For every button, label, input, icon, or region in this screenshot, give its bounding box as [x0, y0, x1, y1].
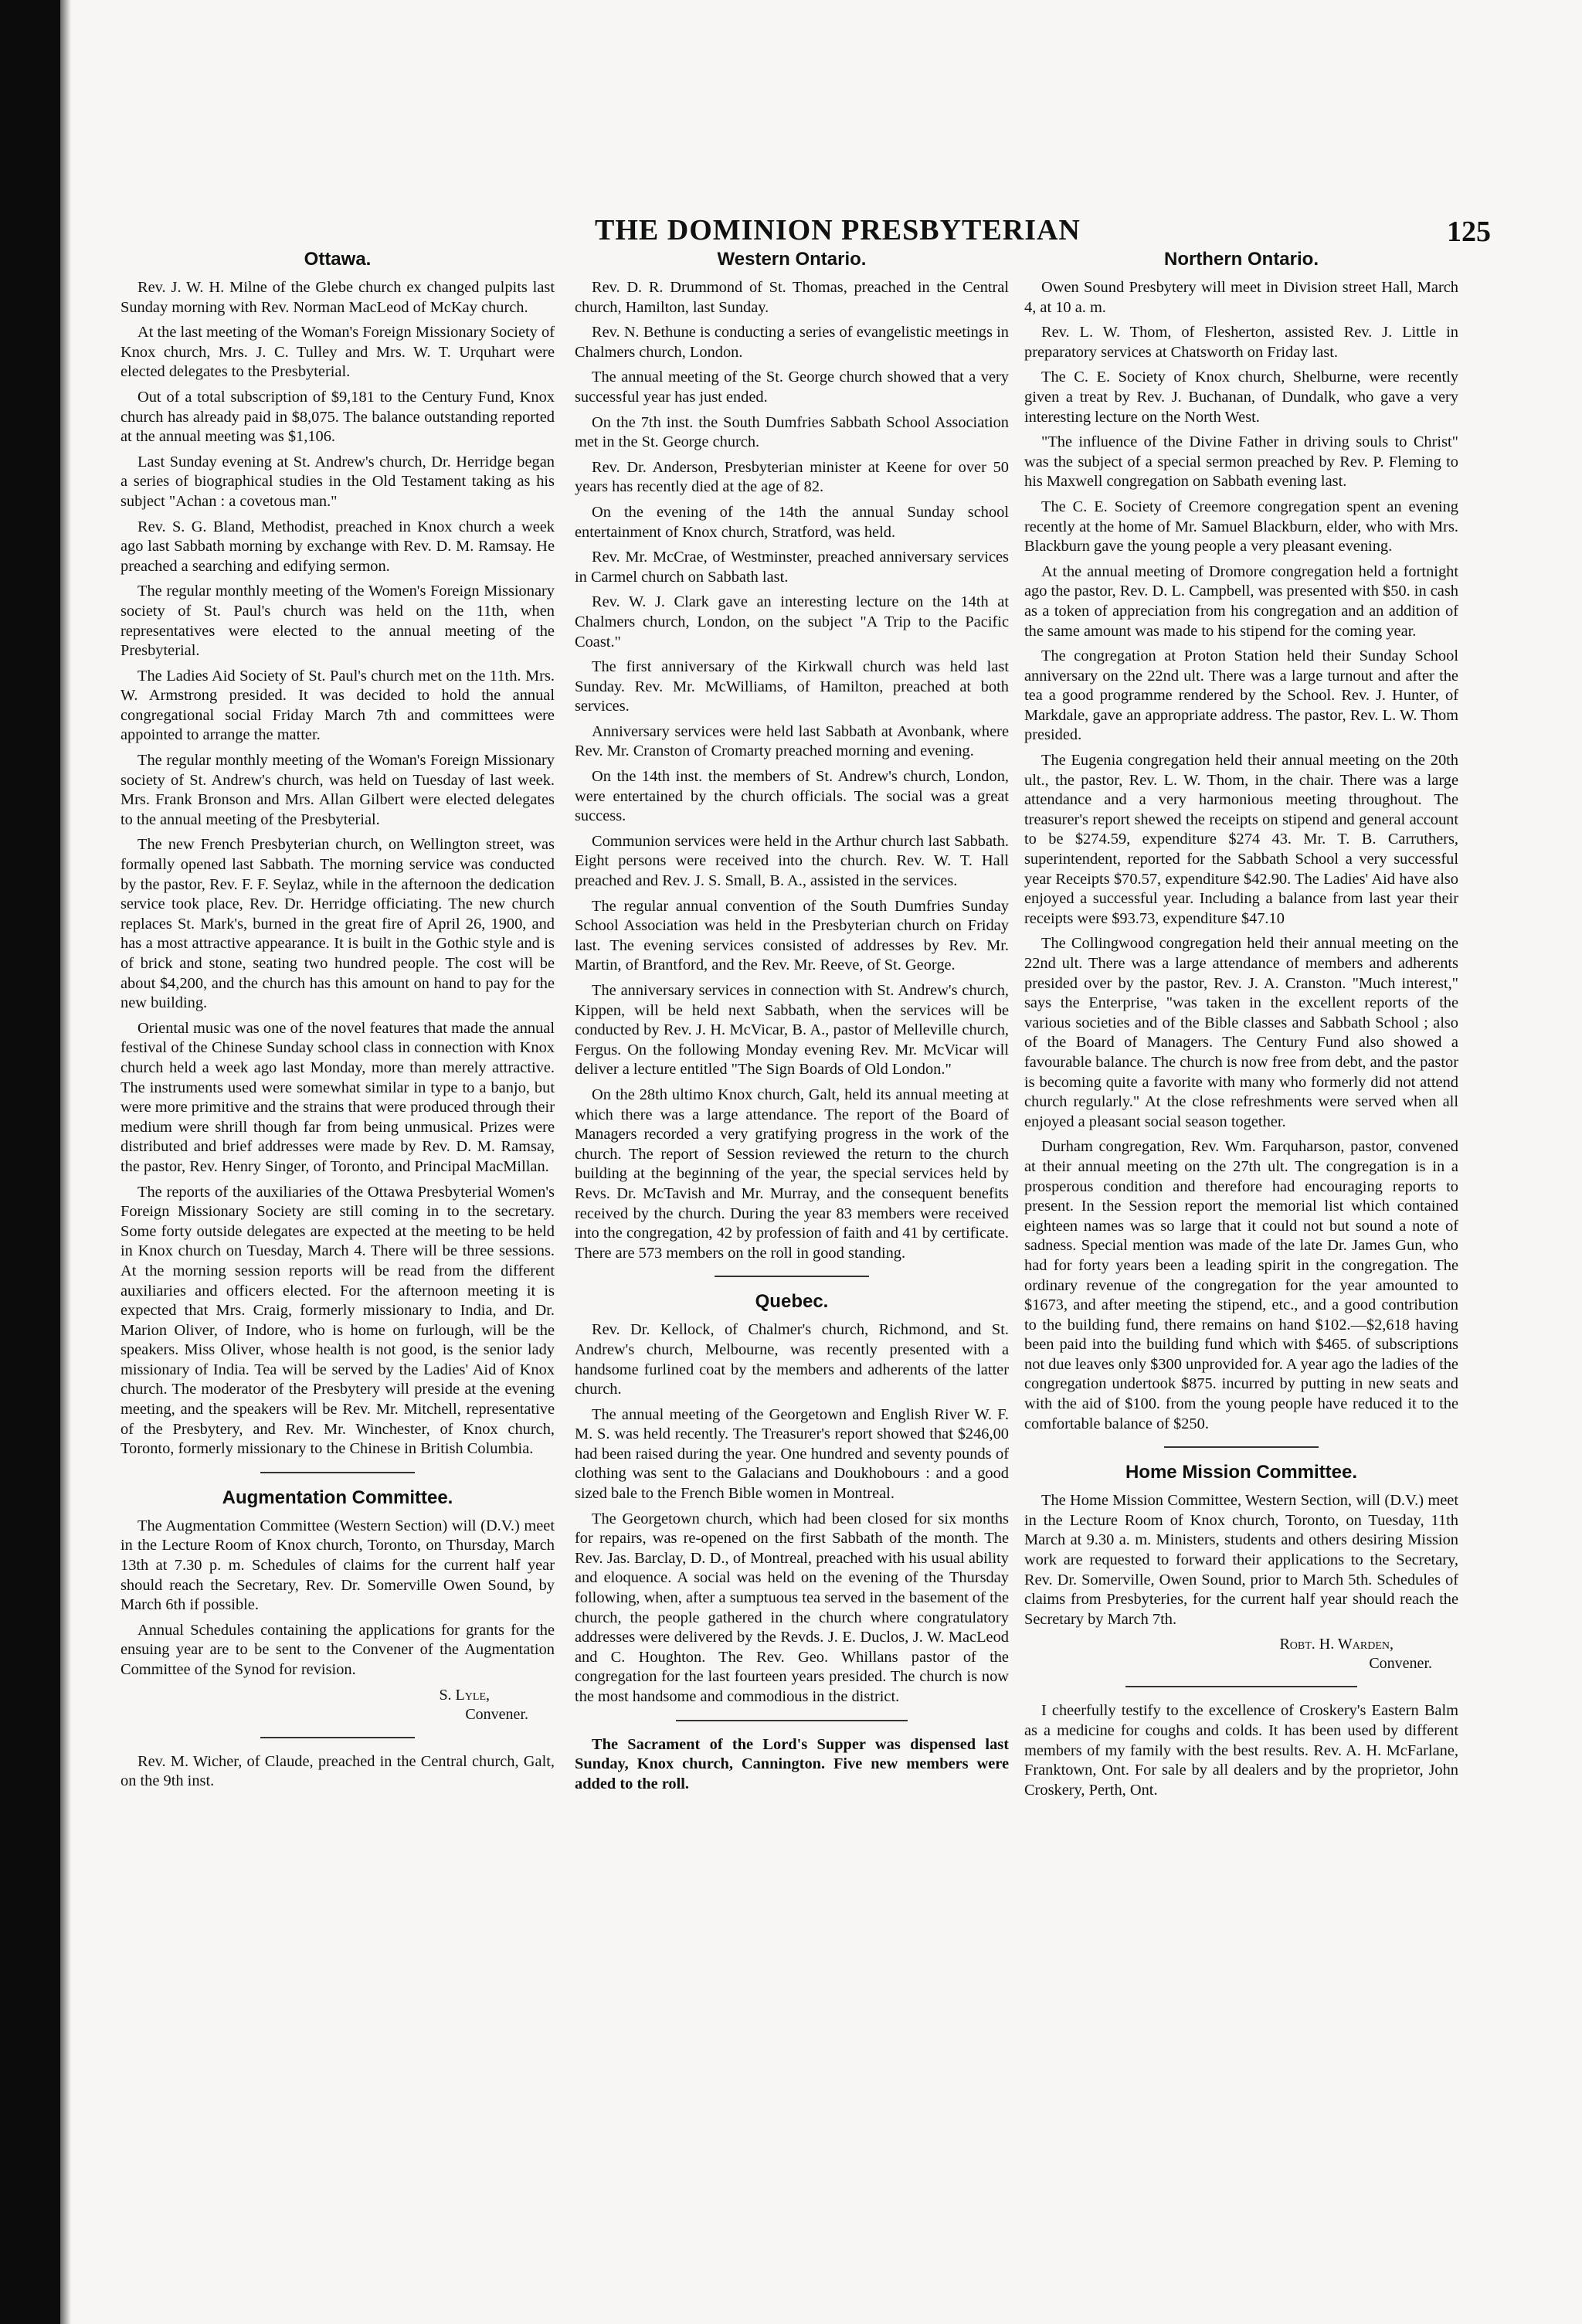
news-paragraph: At the annual meeting of Dromore congregation held a fortnight ago the pastor, Rev. D. L. Campbell, was presented with $50. in cash as a token of appreciation from his congregation and an addition of the same amount was made to his stipend for the coming year. — [1024, 562, 1458, 640]
news-paragraph: The first anniversary of the Kirkwall church was held last Sunday. Rev. Mr. McWilliams, of Hamilton, preached at both services. — [575, 658, 1009, 715]
section-heading-quebec: Quebec. — [755, 1291, 829, 1313]
news-paragraph: At the last meeting of the Woman's Foreign Missionary Society of Knox church, Mrs. J. C. Tulley and Mrs. W. T. Urquhart were elected delegates to the Presbyterial. — [121, 324, 555, 381]
page-number: 125 — [1447, 216, 1491, 248]
section-divider — [1125, 1686, 1357, 1687]
news-paragraph: The Collingwood congregation held their annual meeting on the 22nd ult. There was a large attendance of members and adherents presided over by the pastor, Rev. J. A. Cranston. "Much interest," says the Enterprise, "was taken in the excellent reports of the various societies and of the Bible classes and Sabbath School ; also of the Board of Managers. The Century Fund also showed a favourable balance. The church is now free from debt, and the pastor is becoming quite a favorite with many who formerly did not attend church regularly." At the close refreshments were served when all enjoyed a pleasant social season together. — [1024, 935, 1458, 1130]
news-paragraph: On the 7th inst. the South Dumfries Sabbath School Association met in the St. George church. — [575, 413, 1009, 451]
advertisement-paragraph: I cheerfully testify to the excellence of Croskery's Eastern Balm as a medicine for coughs and colds. It has been used by different members of my family with the best results. Rev. A. H. McFarlane, Franktown, Ont. For sale by all dealers and by the proprietor, John Croskery, Perth, Ont. — [1024, 1702, 1458, 1799]
signature-role: Convener. — [465, 1705, 528, 1723]
notice-paragraph: The Augmentation Committee (Western Section) will (D.V.) meet in the Lecture Room of Knox church, Toronto, on Thursday, March 13th at 7.30 p. m. Schedules of claims for the current half year should reach the Secretary, Rev. Dr. Somerville Owen Sound, by March 6th if possible. — [121, 1517, 555, 1614]
section-heading-northern-ontario: Northern Ontario. — [1163, 249, 1319, 270]
news-paragraph: The annual meeting of the Georgetown and English River W. F. M. S. was held recently. The Treasurer's report showed that $246,00 had been raised during the year. One hundred and seventy pounds of clothing was sent to the Galacians and Doukhobours : and a good sized bale to the French Bible women in Montreal. — [575, 1405, 1009, 1503]
news-paragraph: On the 14th inst. the members of St. Andrew's church, London, were entertained by the church officials. The social was a great success. — [575, 768, 1009, 825]
news-paragraph: The Ladies Aid Society of St. Paul's church met on the 11th. Mrs. W. Armstrong presided. It was decided to hold the annual congregational social Friday March 7th and committees were appointed to arrange the matter. — [121, 667, 555, 744]
news-paragraph: Rev. L. W. Thom, of Flesherton, assisted Rev. J. Little in preparatory services at Chatsworth on Friday last. — [1024, 324, 1458, 361]
section-divider — [676, 1720, 908, 1721]
news-paragraph: The regular monthly meeting of the Women's Foreign Missionary society of St. Paul's church was held on the 11th, when representatives were elected to the annual meeting of the Presbyterial. — [121, 583, 555, 660]
signature-block — [1024, 1635, 1440, 1673]
closing-paragraph: The Sacrament of the Lord's Supper was dispensed last Sunday, Knox church, Cannington. Five new members were added to the roll. — [575, 1735, 1009, 1792]
section-heading-western-ontario: Western Ontario. — [717, 249, 867, 270]
section-heading-home-mission: Home Mission Committee. — [1125, 1462, 1358, 1483]
news-paragraph: The regular monthly meeting of the Woman's Foreign Missionary society of St. Andrew's church, was held on Tuesday of last week. Mrs. Frank Bronson and Mrs. Allan Gilbert were elected delegates to the annual meeting of the Presbyterial. — [121, 752, 555, 828]
news-paragraph: The Eugenia congregation held their annual meeting on the 20th ult., the pastor, Rev. L. W. Thom, in the chair. There was a large attendance and a very harmonious meeting throughout. The treasurer's report shewed the receipts on stipend and general account to be $274.59, expenditure $274 43. Mr. T. B. Carruthers, superintendent, reported for the Sabbath School a very successful year Receipts $70.57, expenditure $42.90. The Ladies' Aid have also enjoyed a successful year. Including a balance from last year their receipts were $93.73, expenditure $47.10 — [1024, 752, 1458, 927]
signature-role: Convener. — [1369, 1655, 1432, 1673]
news-paragraph: On the evening of the 14th the annual Sunday school entertainment of Knox church, Stratford, was held. — [575, 503, 1009, 541]
news-paragraph: Rev. Dr. Kellock, of Chalmer's church, Richmond, and St. Andrew's church, Melbourne, was recently presented with a handsome furlined coat by the members and adherents of the latter church. — [575, 1321, 1009, 1398]
news-paragraph: Rev. W. J. Clark gave an interesting lecture on the 14th at Chalmers church, London, on the subject "A Trip to the Pacific Coast." — [575, 593, 1009, 651]
news-paragraph: The anniversary services in connection with St. Andrew's church, Kippen, will be held next Sabbath, when the services will be conducted by Rev. J. H. McVicar, B. A., pastor of Melleville church, Fergus. On the following Monday evening Rev. Mr. McVicar will deliver a lecture entitled "The Sign Boards of Old London." — [575, 982, 1009, 1079]
news-paragraph: Rev. S. G. Bland, Methodist, preached in Knox church a week ago last Sabbath morning by exchange with Rev. D. M. Ramsay. He preached a searching and edifying sermon. — [121, 518, 555, 575]
page-edge-shadow — [0, 0, 60, 2324]
news-paragraph: Rev. J. W. H. Milne of the Glebe church ex changed pulpits last Sunday morning with Rev. Norman MacLeod of McKay church. — [121, 279, 555, 316]
news-paragraph: Communion services were held in the Arthur church last Sabbath. Eight persons were received into the church. Rev. W. T. Hall preached and Rev. J. S. Small, B. A., assisted in the services. — [575, 832, 1009, 890]
signature-name: Robt. H. Warden, — [1279, 1636, 1394, 1653]
section-divider — [1164, 1446, 1319, 1448]
news-paragraph: The reports of the auxiliaries of the Ottawa Presbyterial Women's Foreign Missionary Society are still coming in to the secretary. Some forty outside delegates are expected at the meeting to be held in Knox church on Tuesday, March 4. There will be three sessions. At the morning session reports will be read from the different auxiliaries and officers elected. For the afternoon meeting it is expected that Mrs. Craig, formerly missionary to India, and Dr. Marion Oliver, of Indore, who is home on furlough, will be the speakers. Miss Oliver, whose health is not good, is the senior lady missionary of India. Tea will be served by the Ladies' Aid of Knox church. The moderator of the Presbytery will preside at the evening meeting, and the speakers will be Rev. Mr. Mitchell, representative of the Presbytery, and Rev. Mr. Winchester, of Knox church, Toronto, formerly missionary to the Chinese in British Columbia. — [121, 1183, 555, 1458]
news-paragraph: Rev. Dr. Anderson, Presbyterian minister at Keene for over 50 years has recently died at the age of 82. — [575, 458, 1009, 496]
news-paragraph: Oriental music was one of the novel features that made the annual festival of the Chinese Sunday school class in connection with Knox church held a week ago last Monday, more than merely attractive. The instruments used were somewhat similar in type to a banjo, but were more primitive and the strains that were produced through their medium were shrill though far from being unmusical. Prizes were distributed and brief addresses were made by Rev. D. M. Ramsay, the pastor, Rev. Henry Singer, of Toronto, and Principal MacMillan. — [121, 1019, 555, 1175]
notice-paragraph: Annual Schedules containing the applications for grants for the ensuing year are to be sent to the Convener of the Augmentation Committee of the Synod for revision. — [121, 1621, 555, 1678]
notice-paragraph: The Home Mission Committee, Western Section, will (D.V.) meet in the Lecture Room of Knox church, Toronto, on Tuesday, 11th March at 9.30 a. m. Ministers, students and others desiring Mission work are requested to forward their applications to the Secretary, Rev. Dr. Somerville, Owen Sound, prior to March 5th. Schedules of claims from Presbyteries, for the current half year should reach the Secretary by March 7th. — [1024, 1492, 1458, 1628]
news-paragraph: Durham congregation, Rev. Wm. Farquharson, pastor, convened at their annual meeting on the 27th ult. The congregation is in a prosperous condition and therefore had encouraging reports to present. In the Session report the memorial list which contained eighteen names was so large that it could not but sound a note of sadness. Special mention was made of the late Dr. James Gun, who had for forty years been a leading spirit in the congregation. The ordinary revenue of the congregation for the year amounted to $1673, and after meeting the stipend, etc., and a good contribution to the building fund, there remains on hand $102.—$2,618 having been paid into the building fund which with $465. of subscriptions not due leaves only $300 unprovided for. A year ago the ladies of the congregation undertook $875. incurred by putting in new seats and with the aid of $100. from the young people have reduced it to the comfortable balance of $250. — [1024, 1138, 1458, 1432]
closing-paragraph: Rev. M. Wicher, of Claude, preached in the Central church, Galt, on the 9th inst. — [121, 1752, 555, 1790]
section-heading-ottawa: Ottawa. — [304, 249, 372, 270]
newspaper-title: THE DOMINION PRESBYTERIAN — [595, 214, 1081, 246]
news-paragraph: Out of a total subscription of $9,181 to the Century Fund, Knox church has already paid in $8,075. The balance outstanding reported at the annual meeting was $1,106. — [121, 388, 555, 446]
signature-name: S. Lyle, — [439, 1686, 490, 1704]
news-paragraph: The C. E. Society of Creemore congregation spent an evening recently at the home of Mr. Samuel Blackburn, elder, who with Mrs. Blackburn gave the young people a very pleasant evening. — [1024, 498, 1458, 556]
signature-block — [121, 1686, 536, 1724]
news-paragraph: On the 28th ultimo Knox church, Galt, held its annual meeting at which there was a large attendance. The report of the Board of Managers recorded a very gratifying progress in the work of the church. The report of Session reviewed the return to the church building at the beginning of the year, the special services held by Revs. Dr. McTavish and Mr. Murray, and the consequent benefits received by the church. During the year 83 members were received into the congregation, 42 by profession of faith and 41 by certificate. There are 573 members on the roll in good standing. — [575, 1086, 1009, 1262]
section-divider — [260, 1472, 415, 1473]
news-paragraph: The new French Presbyterian church, on Wellington street, was formally opened last Sabbath. The morning service was conducted by the pastor, Rev. F. F. Seylaz, while in the afternoon the dedication service took place, Rev. Dr. Herridge officiating. The new church replaces St. Mark's, burned in the great fire of April 26, 1900, and has a most attractive appearance. It is built in the Gothic style and is of brick and stone, seating two hundred people. The cost will be about $4,200, and the church has this amount on hand to pay for the new building. — [121, 836, 555, 1012]
page-edge-gradient — [60, 0, 71, 2324]
section-divider — [715, 1276, 869, 1277]
news-paragraph: Rev. N. Bethune is conducting a series of evangelistic meetings in Chalmers church, London. — [575, 324, 1009, 361]
news-paragraph: The regular annual convention of the South Dumfries Sunday School Association was held in the Presbyterian church on Friday last. The evening services consisted of addresses by Rev. Mr. Martin, of Brantford, and the Rev. Mr. Reeve, of St. George. — [575, 897, 1009, 974]
news-paragraph: Rev. Mr. McCrae, of Westminster, preached anniversary services in Carmel church on Sabbath last. — [575, 549, 1009, 586]
news-paragraph: Rev. D. R. Drummond of St. Thomas, preached in the Central church, Hamilton, last Sunday. — [575, 279, 1009, 316]
news-paragraph: The congregation at Proton Station held their Sunday School anniversary on the 22nd ult. There was a large turnout and after the tea a good programme rendered by the School. Rev. J. Hunter, of Markdale, gave an appropriate address. The pastor, Rev. L. W. Thom presided. — [1024, 647, 1458, 744]
section-divider — [260, 1737, 415, 1738]
news-paragraph: Anniversary services were held last Sabbath at Avonbank, where Rev. Mr. Cranston of Cromarty preached morning and evening. — [575, 722, 1009, 760]
news-paragraph: Last Sunday evening at St. Andrew's church, Dr. Herridge began a series of biographical studies in the Old Testament taking as his subject "Achan : a covetous man." — [121, 453, 555, 510]
column-western-ontario — [575, 249, 1009, 2288]
news-paragraph: The annual meeting of the St. George church showed that a very successful year has just ended. — [575, 369, 1009, 406]
section-heading-augmentation: Augmentation Committee. — [222, 1486, 453, 1508]
news-paragraph: Owen Sound Presbytery will meet in Division street Hall, March 4, at 10 a. m. — [1024, 279, 1458, 316]
news-paragraph: "The influence of the Divine Father in driving souls to Christ" was the subject of a special sermon preached by Rev. P. Fleming to his Maxwell congregation on Sabbath evening last. — [1024, 433, 1458, 491]
news-paragraph: The Georgetown church, which had been closed for six months for repairs, was re-opened on the first Sabbath of the month. The Rev. Jas. Barclay, D. D., of Montreal, preached with his usual ability and eloquence. A social was held on the evening of the Thursday following, when, after a sumptuous tea served in the basement of the church, the people gathered in the church where congratulatory addresses were delivered by the Revds. J. E. Duclos, J. W. MacLeod and C. Houghton. The Rev. Geo. Whillans pastor of the congregation for the last fourteen years presided. The church is now the most handsome and commodious in the district. — [575, 1510, 1009, 1705]
column-northern-ontario — [1024, 249, 1458, 2288]
column-ottawa — [121, 249, 555, 2288]
news-paragraph: The C. E. Society of Knox church, Shelburne, were recently given a treat by Rev. J. Buchanan, of Dundalk, who gave a very interesting lecture on the North West. — [1024, 369, 1458, 426]
